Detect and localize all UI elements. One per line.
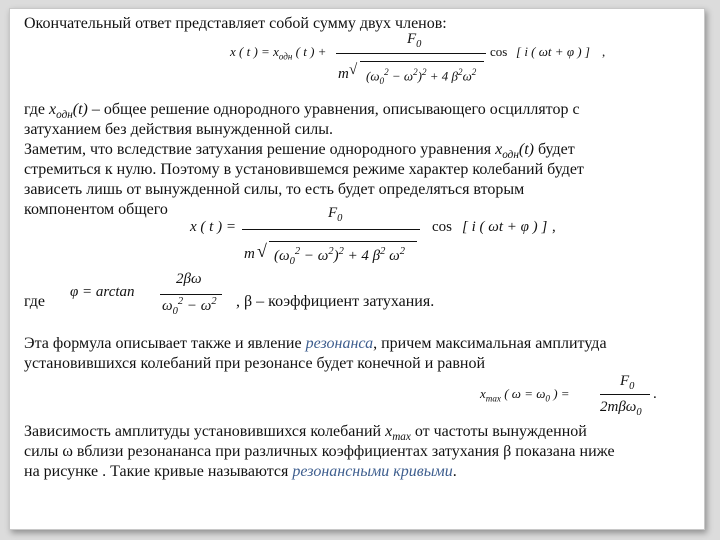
slide — [9, 8, 705, 530]
formula2-lhs: x ( t ) = — [190, 219, 236, 235]
formula2-sqrt-bar — [269, 241, 417, 242]
formula4-fraction-bar — [600, 394, 650, 395]
formula2-numerator: $F_0$ — [328, 205, 343, 224]
link-resonance-curves[interactable]: резонансными кривыми — [292, 463, 453, 480]
symbol-x-odn: $x_{одн}(t)$ — [49, 101, 88, 122]
formula2-den-m: m — [244, 246, 255, 262]
formula4-numerator: $F_0$ — [620, 373, 635, 392]
symbol-x-max: $x_{max}$ — [385, 423, 411, 444]
paragraph-intro: Окончательный ответ представляет собой сумму двух членов: — [24, 15, 447, 32]
formula2-cos: cos — [432, 219, 452, 235]
formula4-lhs: $x_{max}$ ( $\omega = \omega_0$ ) = — [480, 386, 570, 404]
formula3-numerator: 2βω — [176, 271, 202, 287]
formula1-fraction-bar — [336, 53, 486, 54]
paragraph-homogeneous: где $x_{одн}(t)$ – общее решение однородного уравнения, описывающего осциллятор с — [24, 101, 580, 122]
formula4-denominator: 2mβω$_0$ — [600, 399, 642, 418]
paragraph-damping-def: , β – коэффициент затухания. — [236, 293, 435, 310]
formula1-comma: , — [602, 44, 606, 59]
formula1-sqrt-bar — [360, 61, 484, 62]
paragraph-resonance: Эта формула описывает также и явление резонанса, причем максимальная амплитуда — [24, 335, 607, 352]
formula1-lhs: x ( t ) = $x_{одн}$ ( t ) + — [230, 44, 327, 62]
paragraph-homogeneous-line2: затуханием без действия вынужденной силы. — [24, 121, 333, 138]
formula1-den-m: m — [338, 66, 349, 82]
formula3-fraction-bar — [160, 294, 222, 295]
formula1-den-inner: $(\omega_0^2 - \omega^2)^2 + 4$ $\beta^2\omega^2$ — [366, 67, 477, 86]
formula1-argument: [ i ( ωt + φ ) ] — [516, 44, 590, 59]
paragraph-resonance-curves-line3: на рисунке . Такие кривые называются резонансными кривыми. — [24, 463, 457, 480]
formula2-sqrt-sign: √ — [257, 241, 267, 261]
paragraph-steady-state: Заметим, что вследствие затухания решение однородного уравнения $x_{одн}(t)$ будет — [24, 141, 575, 162]
link-resonance[interactable]: резонанса — [305, 335, 374, 352]
formula2-comma: , — [552, 219, 556, 235]
paragraph-steady-state-line4: компонентом общего — [24, 201, 168, 218]
paragraph-steady-state-line2: стремиться к нулю. Поэтому в установившемся режиме характер колебаний будет — [24, 161, 584, 178]
formula4-dot: . — [653, 386, 657, 402]
formula1-numerator: $F_0$ — [407, 31, 422, 50]
formula2-argument: [ i ( ωt + φ ) ] — [462, 219, 548, 235]
paragraph-resonance-curves-line2: силы ω вблизи резонананса при различных коэффициентах затухания β показана ниже — [24, 443, 615, 460]
formula3-denominator: $\omega_0^2 - \omega^2$ — [162, 296, 217, 317]
label-where: где — [24, 293, 46, 310]
formula1-cos: cos — [490, 44, 508, 59]
paragraph-steady-state-line3: зависеть лишь от вынужденной силы, то есть будет определяться вторым — [24, 181, 525, 198]
symbol-x-odn-2: $x_{одн}(t)$ — [495, 141, 534, 162]
formula1-sqrt-sign: √ — [349, 62, 358, 78]
formula2-den-inner: $(\omega_0^2 - \omega^2)^2 + 4$ $\beta^2$ $\omega^2$ — [274, 246, 405, 267]
formula2-fraction-bar — [242, 229, 420, 230]
paragraph-resonance-curves: Зависимость амплитуды установившихся колебаний $x_{max}$ от частоты вынужденной — [24, 423, 587, 444]
paragraph-resonance-line2: установившихся колебаний при резонансе будет конечной и равной — [24, 355, 486, 372]
formula3-lhs: φ = arctan — [70, 284, 135, 300]
